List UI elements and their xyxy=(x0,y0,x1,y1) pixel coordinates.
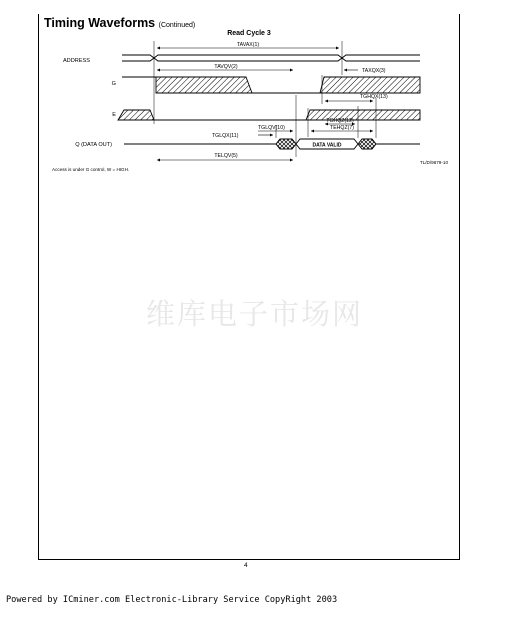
title-main: Timing Waveforms xyxy=(44,16,156,30)
e-waveform xyxy=(118,110,420,120)
tglqv-label: TGLQV(10) xyxy=(258,125,285,131)
data-valid-label: DATA VALID xyxy=(312,142,342,149)
footer-credit: Powered by ICminer.com Electronic-Library Service CopyRight 2003 xyxy=(6,595,338,605)
figure-id: TL/D/9679-10 xyxy=(419,160,448,165)
tghqz-label: TGHQZ(12) xyxy=(326,118,354,124)
watermark: 维库电子市场网 xyxy=(146,297,364,331)
title-suffix: (Continued) xyxy=(158,22,196,29)
timing-diagram xyxy=(0,0,514,200)
signal-label-q: Q (DATA OUT) xyxy=(75,142,112,148)
diagram-title: Read Cycle 3 xyxy=(227,30,271,37)
signal-label-g: G xyxy=(111,81,116,87)
signal-label-address: ADDRESS xyxy=(62,58,90,64)
q-waveform xyxy=(124,139,420,149)
page-border-bottom xyxy=(38,559,460,560)
tghqx-label: TGHQX(13) xyxy=(360,94,388,100)
address-waveform xyxy=(122,55,420,61)
tglqx-label: TGLQX(11) xyxy=(212,133,239,139)
page-number: 4 xyxy=(244,562,248,569)
telqv-label: TELQV(5) xyxy=(214,153,238,159)
diagram-note: Access is under G control, W = HIGH. xyxy=(52,167,130,172)
tavax-label: TAVAX(1) xyxy=(236,42,260,48)
tehqz-label: TEHQZ(7) xyxy=(330,125,354,131)
g-waveform xyxy=(122,77,420,93)
tavqv-label: TAVQV(2) xyxy=(214,64,238,70)
signal-label-e: E xyxy=(112,112,116,118)
taxqx-label: TAXQX(3) xyxy=(362,68,386,74)
